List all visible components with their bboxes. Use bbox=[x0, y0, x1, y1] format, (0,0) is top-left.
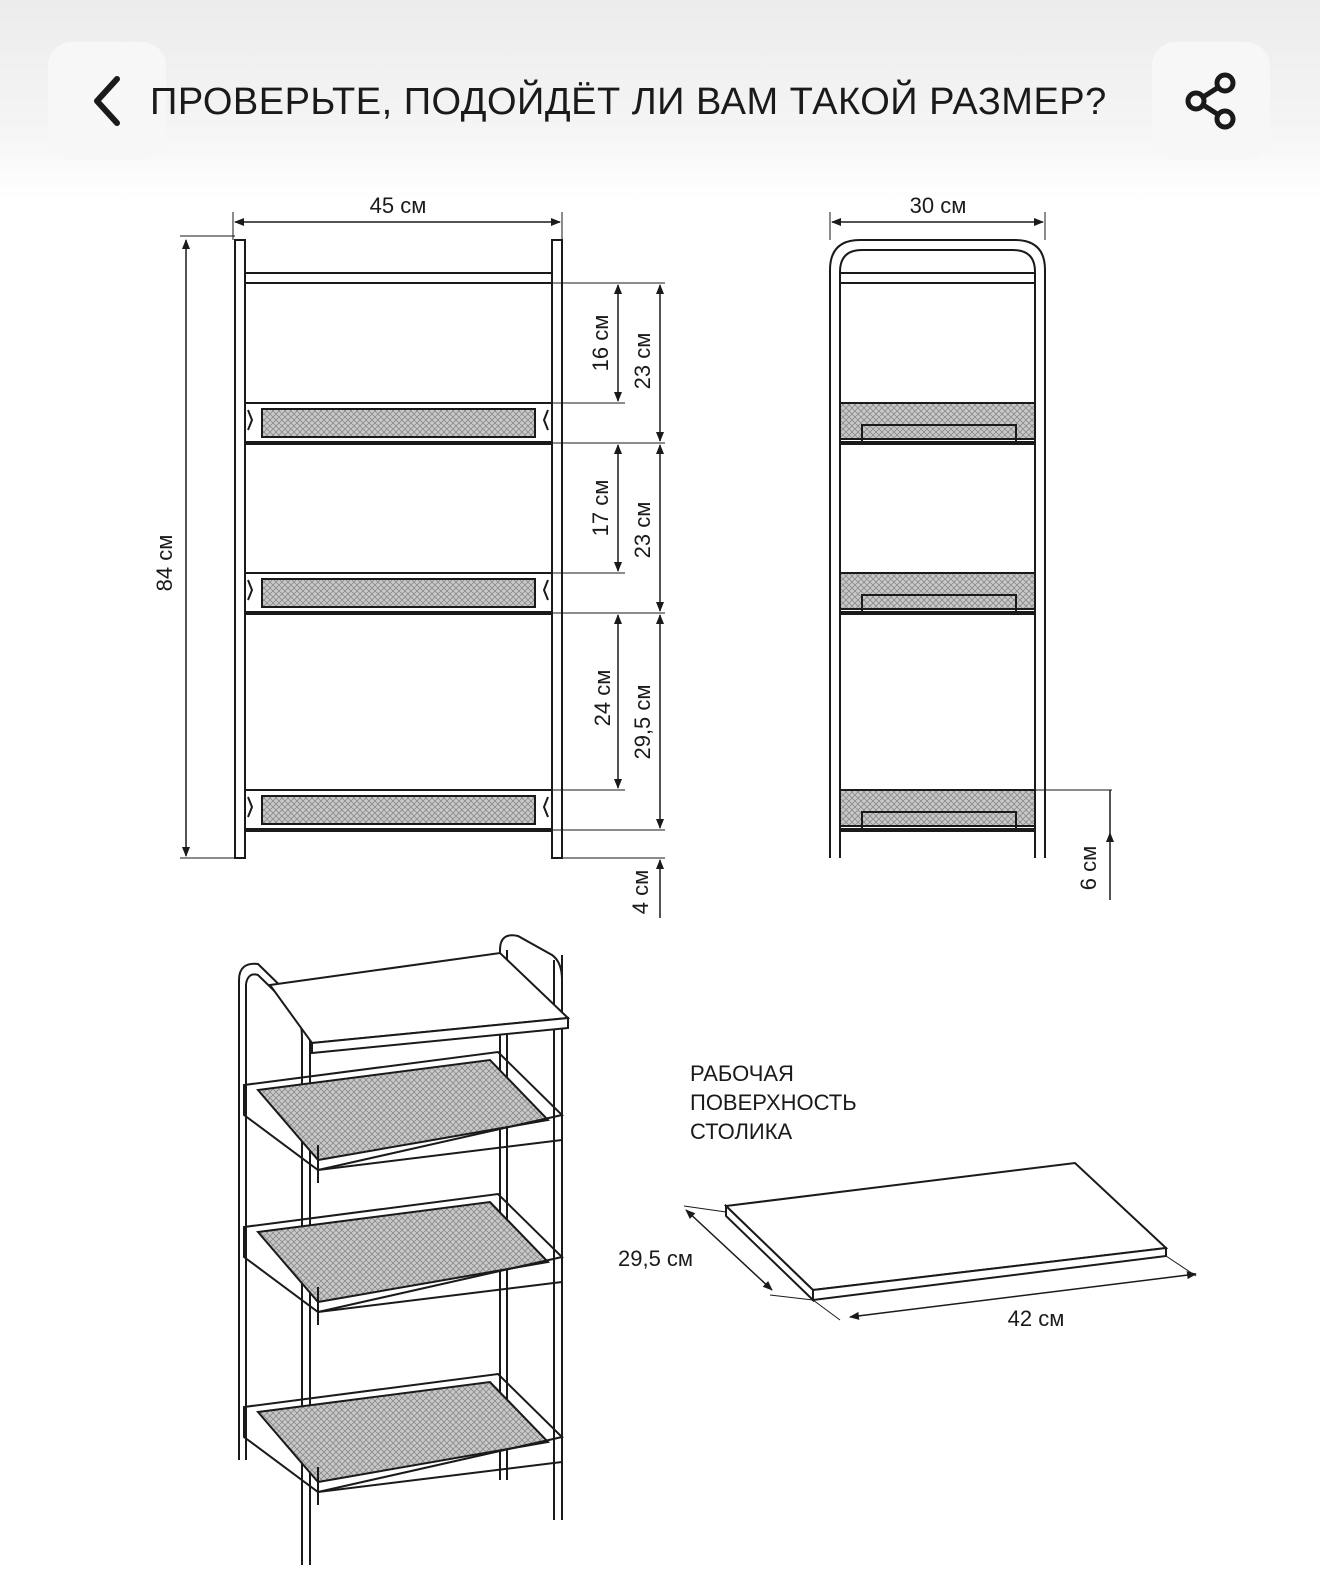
perspective-basket-2 bbox=[244, 1194, 562, 1325]
side-frame-outer bbox=[830, 240, 1045, 858]
tabletop-width-label: 42 см bbox=[1007, 1306, 1065, 1331]
tabletop-caption-line-1: РАБОЧАЯ bbox=[690, 1061, 794, 1086]
perspective-basket-1 bbox=[244, 1052, 562, 1183]
inner-gap-3-label: 24 см bbox=[590, 669, 615, 727]
side-view bbox=[830, 212, 1112, 900]
side-depth-label: 30 см bbox=[909, 193, 967, 218]
front-basket-3 bbox=[245, 790, 552, 830]
front-right-post bbox=[552, 240, 562, 858]
front-basket-1 bbox=[245, 403, 552, 443]
tabletop-board bbox=[726, 1163, 1166, 1300]
tabletop-caption-line-3: СТОЛИКА bbox=[690, 1119, 793, 1144]
perspective-basket-3 bbox=[244, 1374, 562, 1505]
tabletop-caption-line-2: ПОВЕРХНОСТЬ bbox=[690, 1090, 857, 1115]
page-title: ПРОВЕРЬТЕ, ПОДОЙДЁТ ЛИ ВАМ ТАКОЙ РАЗМЕР? bbox=[150, 81, 1107, 123]
inner-gap-1-label: 16 см bbox=[588, 314, 613, 372]
perspective-view bbox=[239, 935, 568, 1565]
basket-clearance-label: 6 см bbox=[1076, 845, 1101, 891]
side-basket-3 bbox=[840, 790, 1035, 830]
inner-gap-2-label: 17 см bbox=[588, 479, 613, 537]
tier-gap-3-label: 29,5 см bbox=[630, 684, 655, 760]
tier-gap-1-label: 23 см bbox=[630, 332, 655, 390]
leg-clearance-label: 4 см bbox=[628, 869, 653, 915]
front-basket-2 bbox=[245, 573, 552, 613]
side-basket-1 bbox=[840, 403, 1035, 443]
side-basket-2 bbox=[840, 573, 1035, 613]
front-left-post bbox=[235, 240, 245, 858]
front-height-label: 84 см bbox=[152, 534, 177, 592]
tabletop-depth-label: 29,5 см bbox=[618, 1246, 694, 1271]
front-top-shelf bbox=[245, 273, 552, 283]
tier-gap-2-label: 23 см bbox=[630, 501, 655, 559]
side-frame-inner bbox=[840, 250, 1035, 858]
front-width-label: 45 см bbox=[369, 193, 427, 218]
